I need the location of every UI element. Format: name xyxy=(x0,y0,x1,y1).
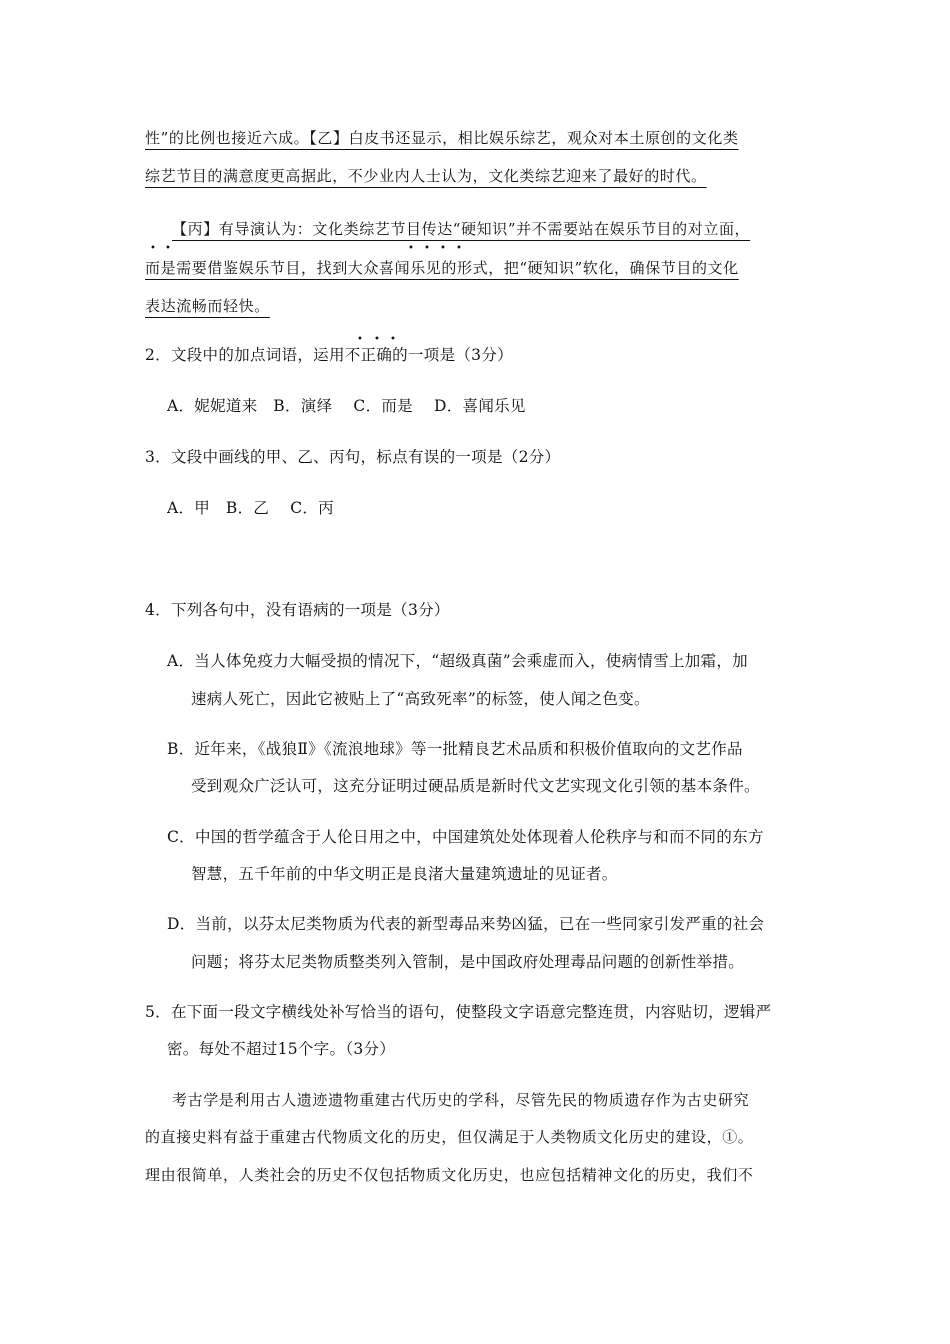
emphasis-dot: • xyxy=(150,243,156,254)
q5-passage-line-3: 理由很简单，人类社会的历史不仅包括物质文化历史，也应包括精神文化的历史，我们不 xyxy=(145,1166,754,1184)
emphasis-dot: • xyxy=(165,243,171,254)
q3-options: A．甲 B．乙 C．丙 xyxy=(167,499,334,517)
emphasis-dot: • xyxy=(424,243,430,254)
q5-stem-line-2: 密。每处不超过15个字。（3分） xyxy=(167,1040,396,1058)
q4-option-b-line-2: 受到观众广泛认可，这充分证明过硬品质是新时代文艺实现文化引领的基本条件。 xyxy=(191,777,760,795)
emphasis-dot: • xyxy=(374,334,380,345)
q4-option-d-line-2: 问题；将芬太尼类物质整类列入管制，是中国政府处理毒品问题的创新性举措。 xyxy=(191,953,745,971)
emphasis-dot: • xyxy=(408,243,414,254)
q4-option-d-line-1: D．当前，以芬太尼类物质为代表的新型毒品来势凶猛，已在一些同家引发严重的社会 xyxy=(167,915,765,933)
passage-line-4: 而是需要借鉴娱乐节目，找到大众喜闻乐见的形式，把“硬知识”软化，确保节目的文化 xyxy=(145,259,739,277)
emphasis-dot: • xyxy=(456,243,462,254)
q4-option-c-line-2: 智慧，五千年前的中华文明正是良渚大量建筑遗址的见证者。 xyxy=(191,865,618,883)
q5-stem-line-1: 5．在下面一段文字横线处补写恰当的语句，使整段文字语意完整连贯，内容贴切，逻辑严 xyxy=(145,1003,772,1021)
passage-line-2: 综艺节目的满意度更高据此，不少业内人士认为，文化类综艺迎来了最好的时代。 xyxy=(145,167,707,185)
q5-passage-line-2: 的直接史料有益于重建古代物质文化的历史，但仅满足于人类物质文化历史的建设，①。 xyxy=(145,1128,754,1146)
q4-option-c-line-1: C．中国的哲学蕴含于人伦日用之中，中国建筑处处体现着人伦秩序与和而不同的东方 xyxy=(167,828,764,846)
q2-options: A．妮妮道来 B．演绎 C．而是 D．喜闻乐见 xyxy=(167,397,526,415)
q4-option-b-line-1: B．近年来，《战狼Ⅱ》《流浪地球》等一批精良艺术品质和积极价值取向的文艺作品 xyxy=(167,740,743,758)
q3-stem: 3．文段中画线的甲、乙、丙句，标点有误的一项是（2分） xyxy=(145,448,561,466)
emphasis-dot: • xyxy=(440,243,446,254)
passage-line-5: 表达流畅而轻快。 xyxy=(145,297,270,315)
q5-passage-line-1: 考古学是利用古人遗迹遗物重建古代历史的学科，尽管先民的物质遗存作为古史研究 xyxy=(172,1091,750,1109)
emphasis-dot: • xyxy=(390,334,396,345)
q4-option-a-line-1: A．当人体免疫力大幅受损的情况下，“超级真菌”会乘虚而入，使病情雪上加霜，加 xyxy=(167,652,748,670)
emphasis-dot: • xyxy=(357,334,363,345)
q4-stem: 4．下列各句中，没有语病的一项是（3分） xyxy=(145,601,450,619)
q4-option-a-line-2: 速病人死亡，因此它被贴上了“高致死率”的标签，使人闻之色变。 xyxy=(191,690,650,708)
q2-stem: 2．文段中的加点词语，运用不正确的一项是（3分） xyxy=(145,346,513,364)
passage-line-3: 【丙】有导演认为：文化类综艺节目传达“硬知识”并不需要站在娱乐节目的对立面， xyxy=(172,220,751,238)
passage-line-1: 性”的比例也接近六成。【乙】白皮书还显示，相比娱乐综艺，观众对本土原创的文化类 xyxy=(145,129,739,147)
